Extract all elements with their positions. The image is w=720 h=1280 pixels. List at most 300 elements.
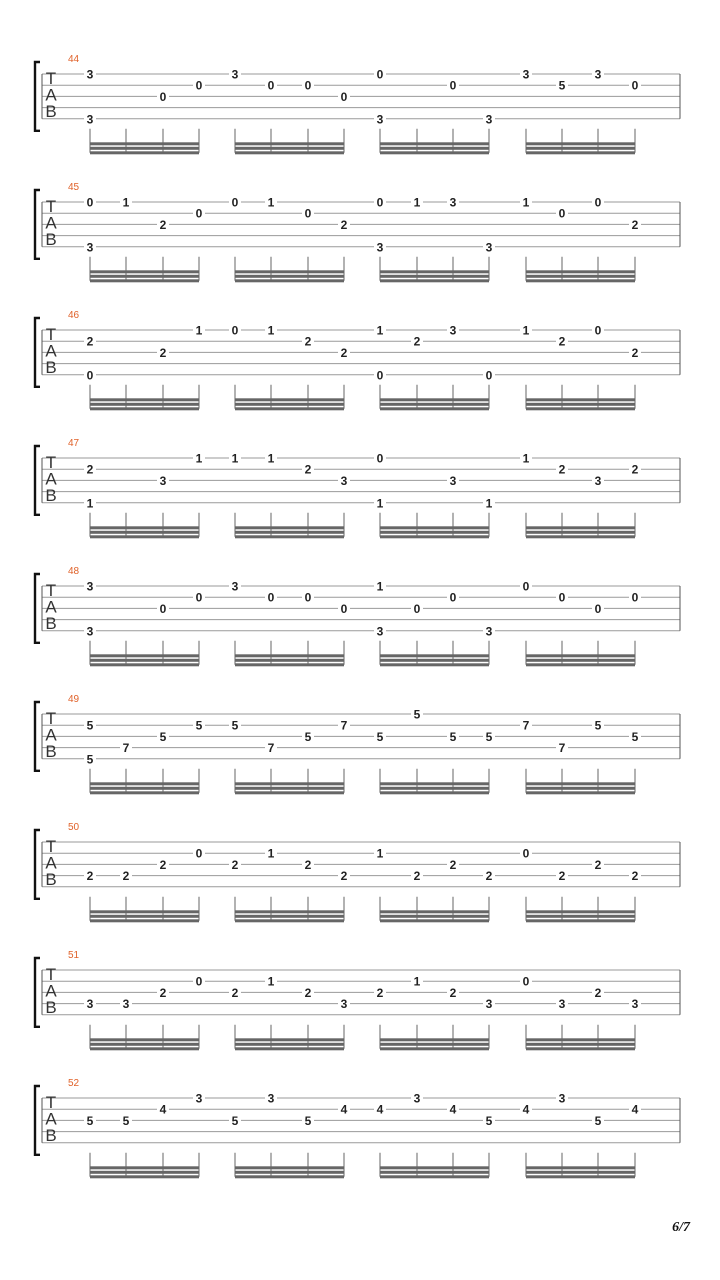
beam bbox=[90, 1038, 199, 1041]
fret-number: 5 bbox=[558, 78, 566, 93]
page-number: 6/7 bbox=[672, 1220, 690, 1235]
fret-number: 0 bbox=[267, 590, 275, 605]
beam bbox=[526, 1038, 635, 1041]
fret-number: 3 bbox=[340, 473, 348, 488]
fret-number: 5 bbox=[159, 729, 167, 744]
beam bbox=[90, 791, 199, 794]
fret-number: 7 bbox=[267, 741, 275, 756]
fret-number: 3 bbox=[122, 997, 130, 1012]
fret-number: 0 bbox=[522, 846, 530, 861]
fret-number: 0 bbox=[449, 78, 457, 93]
tab-clef-letter-a: A bbox=[45, 213, 57, 233]
fret-number: 4 bbox=[449, 1102, 457, 1117]
fret-number: 5 bbox=[376, 729, 384, 744]
beam bbox=[380, 1175, 489, 1178]
beam bbox=[526, 535, 635, 538]
fret-number: 0 bbox=[159, 89, 167, 104]
fret-number: 3 bbox=[376, 624, 384, 639]
system-bracket bbox=[35, 830, 40, 899]
beam bbox=[90, 1171, 199, 1174]
fret-number: 2 bbox=[485, 869, 493, 884]
tab-clef-letter-b: B bbox=[45, 614, 57, 633]
fret-number: 1 bbox=[376, 496, 384, 511]
fret-number: 3 bbox=[485, 112, 493, 127]
beam bbox=[380, 1047, 489, 1050]
fret-number: 0 bbox=[195, 206, 203, 221]
beam bbox=[526, 270, 635, 273]
beam bbox=[380, 659, 489, 662]
fret-number: 1 bbox=[376, 579, 384, 594]
beam bbox=[90, 1166, 199, 1169]
fret-number: 5 bbox=[631, 729, 639, 744]
beam bbox=[235, 526, 344, 529]
beam bbox=[526, 407, 635, 410]
fret-number: 4 bbox=[159, 1102, 167, 1117]
fret-number: 2 bbox=[159, 857, 167, 872]
fret-number: 0 bbox=[86, 195, 94, 210]
beam bbox=[90, 531, 199, 534]
fret-number: 2 bbox=[86, 334, 94, 349]
beam bbox=[526, 1047, 635, 1050]
beam bbox=[380, 654, 489, 657]
fret-number: 3 bbox=[195, 1091, 203, 1106]
fret-number: 0 bbox=[449, 590, 457, 605]
fret-number: 1 bbox=[485, 496, 493, 511]
fret-number: 4 bbox=[631, 1102, 639, 1117]
fret-number: 3 bbox=[558, 1091, 566, 1106]
fret-number: 3 bbox=[86, 579, 94, 594]
beam bbox=[526, 147, 635, 150]
fret-number: 2 bbox=[304, 462, 312, 477]
measure-number: 44 bbox=[68, 54, 80, 65]
beam bbox=[90, 915, 199, 918]
beam bbox=[526, 1171, 635, 1174]
beam bbox=[235, 919, 344, 922]
beam bbox=[526, 279, 635, 282]
beam bbox=[380, 407, 489, 410]
fret-number: 3 bbox=[413, 1091, 421, 1106]
beam bbox=[526, 1175, 635, 1178]
tab-clef bbox=[45, 197, 57, 249]
tab-clef-letter-b: B bbox=[45, 870, 57, 889]
fret-number: 3 bbox=[631, 997, 639, 1012]
fret-number: 7 bbox=[522, 718, 530, 733]
fret-number: 2 bbox=[631, 462, 639, 477]
fret-number: 3 bbox=[231, 67, 239, 82]
beam bbox=[235, 787, 344, 790]
beam bbox=[235, 1043, 344, 1046]
fret-number: 0 bbox=[195, 78, 203, 93]
tab-clef bbox=[45, 69, 57, 121]
fret-number: 5 bbox=[86, 1113, 94, 1128]
fret-number: 5 bbox=[304, 729, 312, 744]
fret-number: 2 bbox=[304, 985, 312, 1000]
fret-number: 2 bbox=[413, 869, 421, 884]
beam bbox=[380, 1038, 489, 1041]
beam bbox=[235, 1171, 344, 1174]
fret-number: 3 bbox=[159, 473, 167, 488]
fret-number: 2 bbox=[231, 857, 239, 872]
beam bbox=[380, 663, 489, 666]
beam bbox=[526, 915, 635, 918]
fret-number: 2 bbox=[449, 985, 457, 1000]
fret-number: 0 bbox=[594, 195, 602, 210]
tab-clef-letter-t: T bbox=[45, 709, 57, 728]
beam bbox=[90, 1043, 199, 1046]
fret-number: 1 bbox=[413, 195, 421, 210]
beam bbox=[526, 659, 635, 662]
fret-number: 3 bbox=[594, 473, 602, 488]
beam bbox=[380, 151, 489, 154]
fret-number: 5 bbox=[594, 718, 602, 733]
beam bbox=[235, 407, 344, 410]
fret-number: 0 bbox=[413, 601, 421, 616]
beam bbox=[235, 275, 344, 278]
fret-number: 7 bbox=[558, 741, 566, 756]
fret-number: 3 bbox=[376, 112, 384, 127]
fret-number: 2 bbox=[340, 345, 348, 360]
beam bbox=[380, 398, 489, 401]
beam bbox=[235, 403, 344, 406]
tab-clef-letter-t: T bbox=[45, 1093, 57, 1112]
beam bbox=[90, 279, 199, 282]
beam bbox=[380, 1043, 489, 1046]
fret-number: 2 bbox=[594, 985, 602, 1000]
fret-number: 3 bbox=[449, 323, 457, 338]
fret-number: 2 bbox=[86, 869, 94, 884]
beam bbox=[235, 910, 344, 913]
beam bbox=[380, 915, 489, 918]
beam bbox=[235, 398, 344, 401]
beam bbox=[526, 151, 635, 154]
tab-clef-letter-b: B bbox=[45, 742, 57, 761]
beam bbox=[526, 526, 635, 529]
tab-clef-letter-t: T bbox=[45, 837, 57, 856]
fret-number: 2 bbox=[304, 857, 312, 872]
fret-number: 0 bbox=[159, 601, 167, 616]
beam bbox=[90, 403, 199, 406]
fret-number: 3 bbox=[86, 112, 94, 127]
beam bbox=[90, 782, 199, 785]
beam bbox=[380, 142, 489, 145]
fret-number: 2 bbox=[340, 217, 348, 232]
fret-number: 0 bbox=[522, 974, 530, 989]
fret-number: 2 bbox=[159, 985, 167, 1000]
tab-clef bbox=[45, 325, 57, 377]
fret-number: 0 bbox=[376, 368, 384, 383]
fret-number: 7 bbox=[340, 718, 348, 733]
fret-number: 3 bbox=[485, 624, 493, 639]
beam bbox=[526, 654, 635, 657]
fret-number: 0 bbox=[485, 368, 493, 383]
fret-number: 0 bbox=[558, 206, 566, 221]
fret-number: 0 bbox=[231, 195, 239, 210]
beam bbox=[380, 1171, 489, 1174]
fret-number: 3 bbox=[86, 997, 94, 1012]
measure-number: 52 bbox=[68, 1078, 80, 1089]
tab-clef-letter-t: T bbox=[45, 453, 57, 472]
fret-number: 0 bbox=[195, 846, 203, 861]
beam bbox=[235, 1175, 344, 1178]
fret-number: 5 bbox=[304, 1113, 312, 1128]
tab-clef bbox=[45, 453, 57, 505]
fret-number: 0 bbox=[376, 195, 384, 210]
tab-clef bbox=[45, 837, 57, 889]
fret-number: 5 bbox=[449, 729, 457, 744]
tab-clef bbox=[45, 1093, 57, 1145]
fret-number: 3 bbox=[449, 195, 457, 210]
fret-number: 5 bbox=[86, 718, 94, 733]
measure-number: 51 bbox=[68, 950, 80, 961]
beam bbox=[90, 151, 199, 154]
beam bbox=[526, 663, 635, 666]
beam bbox=[90, 659, 199, 662]
beam bbox=[380, 1166, 489, 1169]
beam bbox=[526, 142, 635, 145]
fret-number: 2 bbox=[159, 345, 167, 360]
measure-number: 49 bbox=[68, 694, 80, 705]
beam bbox=[380, 531, 489, 534]
beam bbox=[380, 147, 489, 150]
beam bbox=[90, 142, 199, 145]
fret-number: 5 bbox=[485, 1113, 493, 1128]
fret-number: 7 bbox=[122, 741, 130, 756]
fret-number: 2 bbox=[558, 462, 566, 477]
beam bbox=[235, 659, 344, 662]
fret-number: 2 bbox=[631, 217, 639, 232]
tab-clef-letter-a: A bbox=[45, 853, 57, 873]
beam bbox=[526, 398, 635, 401]
fret-number: 2 bbox=[594, 857, 602, 872]
measure-number: 47 bbox=[68, 438, 80, 449]
fret-number: 3 bbox=[485, 240, 493, 255]
fret-number: 0 bbox=[304, 590, 312, 605]
tab-clef-letter-b: B bbox=[45, 486, 57, 505]
fret-number: 1 bbox=[413, 974, 421, 989]
fret-number: 5 bbox=[86, 752, 94, 767]
beam bbox=[90, 526, 199, 529]
beam bbox=[235, 915, 344, 918]
beam bbox=[380, 270, 489, 273]
system-bracket bbox=[35, 958, 40, 1027]
beam bbox=[526, 791, 635, 794]
beam bbox=[235, 782, 344, 785]
beam bbox=[90, 787, 199, 790]
measure-number: 46 bbox=[68, 310, 80, 321]
fret-number: 5 bbox=[231, 718, 239, 733]
fret-number: 3 bbox=[594, 67, 602, 82]
fret-number: 4 bbox=[340, 1102, 348, 1117]
beam bbox=[90, 407, 199, 410]
fret-number: 2 bbox=[304, 334, 312, 349]
beam bbox=[235, 535, 344, 538]
tab-clef-letter-a: A bbox=[45, 85, 57, 105]
fret-number: 2 bbox=[86, 462, 94, 477]
measure-number: 48 bbox=[68, 566, 80, 577]
tab-clef-letter-b: B bbox=[45, 998, 57, 1017]
beam bbox=[235, 270, 344, 273]
system-bracket bbox=[35, 190, 40, 259]
beam bbox=[90, 535, 199, 538]
beam bbox=[235, 142, 344, 145]
beam bbox=[380, 787, 489, 790]
fret-number: 3 bbox=[558, 997, 566, 1012]
fret-number: 4 bbox=[376, 1102, 384, 1117]
fret-number: 3 bbox=[449, 473, 457, 488]
fret-number: 0 bbox=[594, 323, 602, 338]
beam bbox=[90, 654, 199, 657]
fret-number: 1 bbox=[267, 323, 275, 338]
fret-number: 2 bbox=[558, 869, 566, 884]
fret-number: 0 bbox=[631, 78, 639, 93]
tab-clef-letter-a: A bbox=[45, 469, 57, 489]
beam bbox=[526, 787, 635, 790]
fret-number: 3 bbox=[231, 579, 239, 594]
tab-clef-letter-b: B bbox=[45, 230, 57, 249]
system-bracket bbox=[35, 62, 40, 131]
beam bbox=[526, 275, 635, 278]
fret-number: 5 bbox=[485, 729, 493, 744]
beam bbox=[526, 782, 635, 785]
beam bbox=[380, 791, 489, 794]
beam bbox=[235, 1038, 344, 1041]
fret-number: 3 bbox=[267, 1091, 275, 1106]
tab-clef bbox=[45, 709, 57, 761]
beam bbox=[90, 1175, 199, 1178]
system-bracket bbox=[35, 446, 40, 515]
fret-number: 5 bbox=[195, 718, 203, 733]
tab-clef-letter-t: T bbox=[45, 965, 57, 984]
fret-number: 1 bbox=[522, 195, 530, 210]
fret-number: 0 bbox=[195, 590, 203, 605]
beam bbox=[235, 151, 344, 154]
fret-number: 0 bbox=[340, 89, 348, 104]
fret-number: 1 bbox=[267, 846, 275, 861]
beam bbox=[380, 403, 489, 406]
beam bbox=[235, 147, 344, 150]
fret-number: 0 bbox=[376, 451, 384, 466]
tab-clef-letter-b: B bbox=[45, 102, 57, 121]
beam bbox=[235, 791, 344, 794]
fret-number: 3 bbox=[522, 67, 530, 82]
tab-clef bbox=[45, 581, 57, 633]
fret-number: 2 bbox=[449, 857, 457, 872]
beam bbox=[526, 531, 635, 534]
fret-number: 1 bbox=[522, 451, 530, 466]
beam bbox=[526, 403, 635, 406]
fret-number: 1 bbox=[231, 451, 239, 466]
measure-number: 50 bbox=[68, 822, 80, 833]
tab-clef-letter-t: T bbox=[45, 325, 57, 344]
fret-number: 1 bbox=[122, 195, 130, 210]
beam bbox=[380, 279, 489, 282]
fret-number: 2 bbox=[558, 334, 566, 349]
beam bbox=[90, 270, 199, 273]
fret-number: 0 bbox=[86, 368, 94, 383]
tab-clef bbox=[45, 965, 57, 1017]
beam bbox=[235, 1166, 344, 1169]
tab-clef-letter-a: A bbox=[45, 597, 57, 617]
fret-number: 3 bbox=[86, 240, 94, 255]
fret-number: 0 bbox=[631, 590, 639, 605]
tab-clef-letter-b: B bbox=[45, 358, 57, 377]
fret-number: 0 bbox=[231, 323, 239, 338]
tab-clef-letter-a: A bbox=[45, 1109, 57, 1129]
beam bbox=[380, 275, 489, 278]
beam bbox=[235, 1047, 344, 1050]
tab-clef-letter-t: T bbox=[45, 69, 57, 88]
fret-number: 0 bbox=[340, 601, 348, 616]
beam bbox=[90, 147, 199, 150]
fret-number: 2 bbox=[376, 985, 384, 1000]
tab-clef-letter-b: B bbox=[45, 1126, 57, 1145]
fret-number: 1 bbox=[267, 195, 275, 210]
fret-number: 0 bbox=[376, 67, 384, 82]
fret-number: 0 bbox=[558, 590, 566, 605]
beam bbox=[526, 919, 635, 922]
system-bracket bbox=[35, 574, 40, 643]
beam bbox=[90, 398, 199, 401]
beam bbox=[235, 654, 344, 657]
beam bbox=[380, 526, 489, 529]
fret-number: 3 bbox=[485, 997, 493, 1012]
beam bbox=[380, 919, 489, 922]
fret-number: 2 bbox=[413, 334, 421, 349]
fret-number: 0 bbox=[594, 601, 602, 616]
beam bbox=[235, 531, 344, 534]
fret-number: 2 bbox=[122, 869, 130, 884]
beam bbox=[235, 663, 344, 666]
measure-number: 45 bbox=[68, 182, 80, 193]
fret-number: 0 bbox=[304, 78, 312, 93]
beam bbox=[380, 535, 489, 538]
fret-number: 1 bbox=[267, 451, 275, 466]
fret-number: 1 bbox=[195, 451, 203, 466]
fret-number: 3 bbox=[86, 67, 94, 82]
system-bracket bbox=[35, 702, 40, 771]
system-bracket bbox=[35, 1086, 40, 1155]
beam bbox=[380, 782, 489, 785]
fret-number: 5 bbox=[231, 1113, 239, 1128]
fret-number: 2 bbox=[159, 217, 167, 232]
fret-number: 4 bbox=[522, 1102, 530, 1117]
tab-clef-letter-a: A bbox=[45, 341, 57, 361]
fret-number: 1 bbox=[267, 974, 275, 989]
fret-number: 1 bbox=[195, 323, 203, 338]
fret-number: 5 bbox=[413, 707, 421, 722]
fret-number: 0 bbox=[267, 78, 275, 93]
fret-number: 1 bbox=[376, 323, 384, 338]
tab-clef-letter-t: T bbox=[45, 197, 57, 216]
fret-number: 0 bbox=[195, 974, 203, 989]
fret-number: 5 bbox=[594, 1113, 602, 1128]
fret-number: 3 bbox=[340, 997, 348, 1012]
fret-number: 1 bbox=[522, 323, 530, 338]
beam bbox=[526, 910, 635, 913]
fret-number: 0 bbox=[304, 206, 312, 221]
fret-number: 2 bbox=[340, 869, 348, 884]
fret-number: 2 bbox=[631, 345, 639, 360]
beam bbox=[235, 279, 344, 282]
system-bracket bbox=[35, 318, 40, 387]
fret-number: 5 bbox=[122, 1113, 130, 1128]
beam bbox=[90, 1047, 199, 1050]
beam bbox=[526, 1043, 635, 1046]
fret-number: 3 bbox=[376, 240, 384, 255]
beam bbox=[90, 910, 199, 913]
tab-clef-letter-a: A bbox=[45, 725, 57, 745]
fret-number: 1 bbox=[86, 496, 94, 511]
